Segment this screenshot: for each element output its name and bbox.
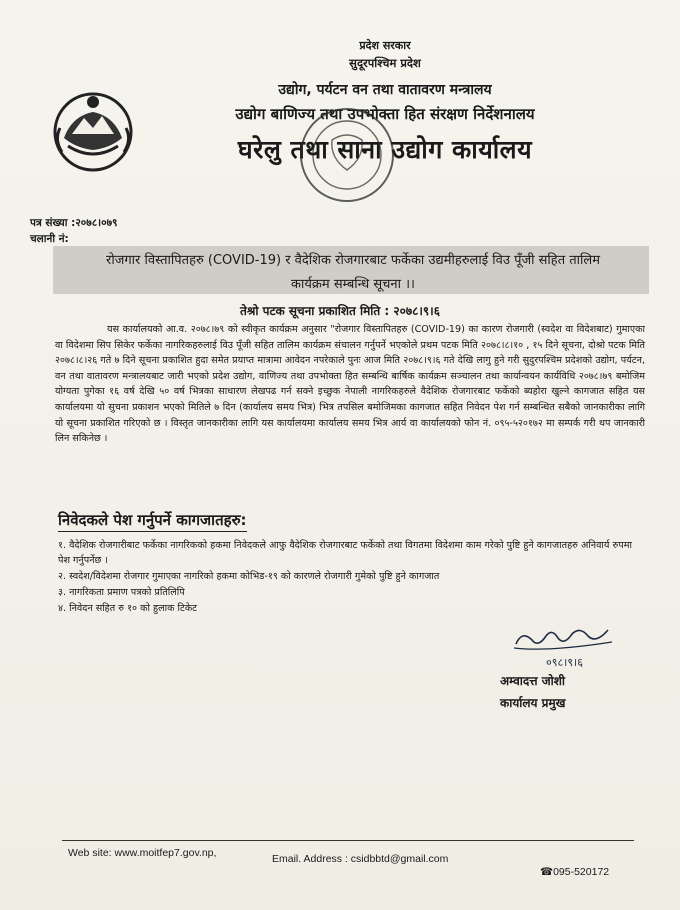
required-documents-heading: निवेदकले पेश गर्नुपर्ने कागजातहरु: [58, 510, 247, 532]
footer-email: Email. Address : csidbbtd@gmail.com [272, 853, 449, 865]
list-item: १. वैदेशिक रोजगारीबाट फर्केका नागरिकको हकमा निवेदकले आफु वैदेशिक रोजगारबाट फर्केको तथा विगतमा विदेशमा काम गरेको पुष्टि हुने कागजातहरु अनिवार्य रुपमा पेश गर्नुपर्नेछ । [58, 540, 632, 566]
signatory-title: कार्यालय प्रमुख [500, 696, 566, 710]
signatory-name: अम्वादत्त जोशी [500, 674, 565, 688]
letter-number: पत्र संख्या :२०७८।०७९ [30, 217, 118, 229]
list-item: ३. नागरिकता प्रमाण पत्रको प्रतिलिपि [58, 587, 185, 598]
government-emblem-icon [50, 88, 136, 174]
header-line-province: सुदूरपश्चिम प्रदेश [349, 56, 421, 70]
handwritten-signature [508, 622, 618, 672]
notice-paragraph: यस कार्यालयको आ.व. २०७८।७९ को स्वीकृत कार्यक्रम अनुसार "रोजगार विस्तापितहरु (COVID-19) का कारण रोजगारी (स्वदेश वा विदेशबाट) गुमाएका वा विदेशमा सिप सिकेर फर्केका नागरिकहरुलाई विउ पूँजी सहित तालिम कार्यक्रम संचालन गर्नुपर्ने भएकोले प्रथम पटक मिति २०७८।८।१० , १५ दिने सूचना, दोश्रो पटक मिति २०७८।८।२६ गते ७ दिने सूचना प्रकाशित हुदा समेत प्रयाप्त मात्रामा आवेदन नपरेकाले पुनः आज मिति २०७८।९।६ गते देखि लागु हुने गरी सुदुरपश्चिम प्रदेशको उद्योग, पर्यटन, वन तथा वातावरण मन्त्रालयबाट जारी भएको प्रदेश उद्योग, वाणिज्य तथा उपभोक्ता हित सम्बन्धि बार्षिक कार्यक्रम सञ्चालन तथा कार्यान्वयन कार्यविधि २०७८।७९ बमोजिम योग्यता पुगेका १६ वर्ष देखि ५० वर्ष भित्रका साधारण लेखपढ गर्न सक्ने इच्छुक नेपाली नागरिकहरुले वैदेशिक रोजगारबाट फर्केको ब्यहोरा खुल्ने कागजात सहित यस कार्यालयमा यो सुचना प्रकाशन भएको मितिले ७ दिन (कार्यालय समय भित्र) भित्र तपसिल बमोजिमका कागजात सहित निवेदन पेश गर्न सम्बन्धित सबैको जानकारीका लागि यो सूचना प्रकाशित गरिएको छ । विस्तृत जानकारीका लागि यस कार्यालयमा कार्यालय समय भित्र आर्य वा कार्यालयको फोन नं. ०९५-५२०१७२ मा सम्पर्क गरी थप जानकारी लिन सकिनेछ । [55, 324, 645, 445]
subject-line-1: रोजगार विस्तापितहरु (COVID-19) र वैदेशिक रोजगारबाट फर्केका उद्यमीहरुलाई विउ पूँजी सहित तालिम [106, 253, 600, 268]
required-documents-list [58, 538, 638, 617]
footer-website: Web site: www.moitfep7.gov.np, [68, 847, 217, 859]
footer-divider [62, 840, 634, 841]
third-publication-date: तेश्रो पटक सूचना प्रकाशित मिति : २०७८।९।६ [240, 304, 440, 318]
footer-phone: ☎095-520172 [540, 866, 610, 878]
notice-body [55, 322, 645, 447]
list-item: ४. निवेदन सहित रु १० को हुलाक टिकेट [58, 603, 198, 614]
office-stamp [292, 100, 402, 210]
header-line-provincial-govt: प्रदेश सरकार [359, 39, 411, 52]
header-office-name: घरेलु तथा साना उद्योग कार्यालय [237, 135, 533, 164]
subject-line-2: कार्यक्रम सम्बन्धि सूचना ।। [291, 277, 415, 292]
list-item: २. स्वदेश/विदेशमा रोजगार गुमाएका नागरिको हकमा कोभिड-१९ को कारणले रोजगारी गुमेको पुष्टि हुने कागजात [58, 571, 440, 582]
signature-date: ०९८।९।६ [546, 656, 583, 669]
dispatch-number: चलानी नं: [30, 233, 69, 245]
header-line-ministry: उद्योग, पर्यटन वन तथा वातावरण मन्त्रालय [278, 82, 492, 98]
header-line-directorate: उद्योग बाणिज्य तथा उपभोक्ता हित संरक्षण निर्देशनालय [235, 105, 535, 123]
